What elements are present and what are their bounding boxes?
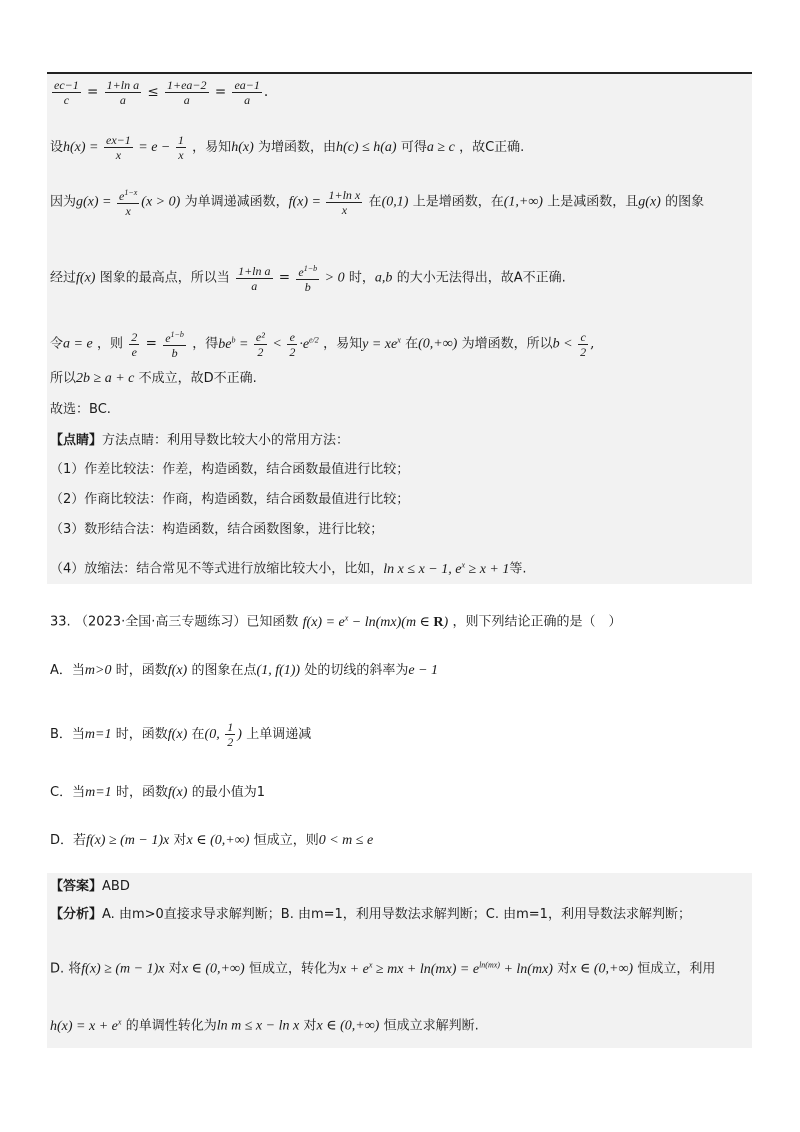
solution-line-4: 经过f(x) 图象的最高点，所以当 $\frac{\text{1+ln a}}{a}$ = $\frac{e^{1-b}}{b}$ > 0 时，a,b 的大小无法得出，故A不正确.	[50, 263, 566, 294]
option-b: B．当m=1 时，函数f(x) 在(0, $\frac{1}{2}$ ) 上单调递减	[50, 720, 312, 749]
option-c: C．当m=1 时，函数f(x) 的最小值为1	[50, 785, 265, 800]
analysis-line-1: 【分析】A. 由m>0直接求导求解判断；B. 由m=1，利用导数法求解判断；C. 由m=1，利用导数法求解判断；	[50, 907, 691, 922]
solution-line-2: 设h(x) = $\frac{ex-1}{x}$ = e − $\frac{1}{x}$ ，易知h(x) 为增函数，由h(c) ≤ h(a) 可得a ≥ c ，故C正确.	[50, 133, 525, 162]
tip-item: （2）作商比较法：作商，构造函数，结合函数最值进行比较；	[50, 492, 410, 507]
tip-item: （1）作差比较法：作差，构造函数，结合函数最值进行比较；	[50, 462, 410, 477]
answer-line: 【答案】ABD	[50, 879, 130, 894]
solution-line-5: 令a = e ，则 $\frac{2}{e}$ = $\frac{e^{1-b}}{b}$ ，得$be^b$ = $\frac{\text{e²}}{2}$ < $\frac{e}{2}$ $\cdot e^{e/2}$ ，易知$y = xe^x$ 在(0,+∞) 为增函数，所以b < $\frac{c}{2}$ ,	[50, 329, 595, 360]
tip-item: （3）数形结合法：构造函数，结合函数图象，进行比较；	[50, 522, 384, 537]
analysis-line-3: $h(x) = x + e^x$ 的单调性转化为ln m ≤ x − ln x 对x ∈ (0,+∞) 恒成立求解判断.	[50, 1017, 479, 1034]
option-d: D．若f(x) ≥ (m − 1)x 对x ∈ (0,+∞) 恒成立，则0 < m ≤ e	[50, 833, 374, 848]
option-a: A．当m>0 时，函数f(x) 的图象在点(1, f(1)) 处的切线的斜率为e − 1	[50, 663, 439, 678]
solution-choice: 故选：BC.	[50, 402, 111, 417]
question-stem: 33. （2023·全国·高三专题练习）已知函数 $f(x) = e^x - \ln(mx)(m$ ∈ R) ，则下列结论正确的是（ ）	[50, 613, 622, 630]
tip-item: （4）放缩法：结合常见不等式进行放缩比较大小，比如，ln x ≤ x − 1, $e^x \ge x + 1$等.	[50, 560, 527, 577]
analysis-line-2: D. 将f(x) ≥ (m − 1)x 对x ∈ (0,+∞) 恒成立，转化为$x + e^x$ ≥ mx + $\ln(mx) = e^{ln(mx)} + \ln(mx)$ 对x ∈ (0,+∞) 恒成立，利用	[50, 960, 716, 977]
solution-line-6: 所以2b ≥ a + c 不成立，故D不正确.	[50, 371, 257, 386]
tip-heading: 【点睛】方法点睛：利用导数比较大小的常用方法：	[50, 433, 350, 448]
solution-line-3: 因为g(x) = $\frac{e^{1-x}}{x}$ (x > 0) 为单调递减函数，f(x) = $\frac{\text{1+ln x}}{x}$ 在(0,1) 上是增函数，在(1,+∞) 上是减函数，且g(x) 的图象	[50, 187, 705, 218]
solution-line-1: $\frac{ec-1}{c}$ = $\frac{\text{1+ln a}}{a}$ ≤ $\frac{1+ea-2}{a}$ = $\frac{ea-1}{a}$ .	[54, 78, 269, 107]
